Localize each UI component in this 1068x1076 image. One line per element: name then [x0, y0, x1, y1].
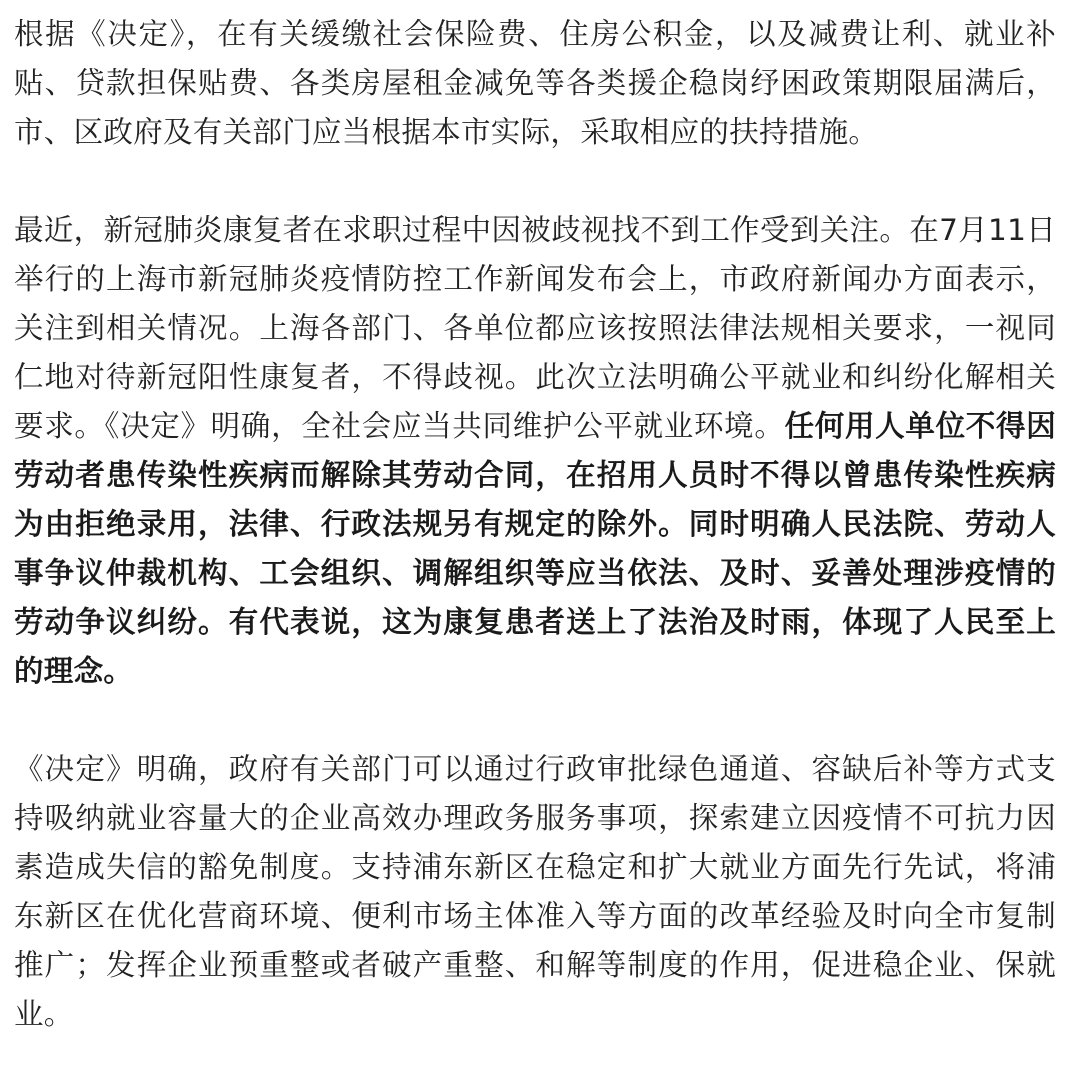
paragraph-government-services [14, 745, 1056, 1039]
paragraph-fair-employment [14, 206, 1056, 696]
paragraph-text: 根据《决定》，在有关缓缴社会保险费、住房公积金，以及减费让利、就业补贴、贷款担保贴费、各类房屋租金减免等各类援企稳岗纾困政策期限届满后，市、区政府及有关部门应当根据本市实际，采取相应的扶持措施。 [14, 17, 1056, 149]
paragraph-support-measures [14, 10, 1056, 157]
paragraph-text: 最近，新冠肺炎康复者在求职过程中因被歧视找不到工作受到关注。在7月11日举行的上海市新冠肺炎疫情防控工作新闻发布会上，市政府新闻办方面表示，关注到相关情况。上海各部门、各单位都应该按照法律法规相关要求，一视同仁地对待新冠阳性康复者，不得歧视。此次立法明确公平就业和纠纷化解相关要求。《决定》明确，全社会应当共同维护公平就业环境。 [14, 213, 1056, 443]
paragraph-text: 《决定》明确，政府有关部门可以通过行政审批绿色通道、容缺后补等方式支持吸纳就业容量大的企业高效办理政务服务事项，探索建立因疫情不可抗力因素造成失信的豁免制度。支持浦东新区在稳定和扩大就业方面先行先试，将浦东新区在优化营商环境、便利市场主体准入等方面的改革经验及时向全市复制推广；发挥企业预重整或者破产重整、和解等制度的作用，促进稳企业、保就业。 [14, 752, 1056, 1031]
paragraph-bold-text: 任何用人单位不得因劳动者患传染性疾病而解除其劳动合同，在招用人员时不得以曾患传染性疾病为由拒绝录用，法律、行政法规另有规定的除外。同时明确人民法院、劳动人事争议仲裁机构、工会组织、调解组织等应当依法、及时、妥善处理涉疫情的劳动争议纠纷。有代表说，这为康复患者送上了法治及时雨，体现了人民至上的理念。 [14, 409, 1056, 688]
article-body [14, 10, 1056, 1039]
